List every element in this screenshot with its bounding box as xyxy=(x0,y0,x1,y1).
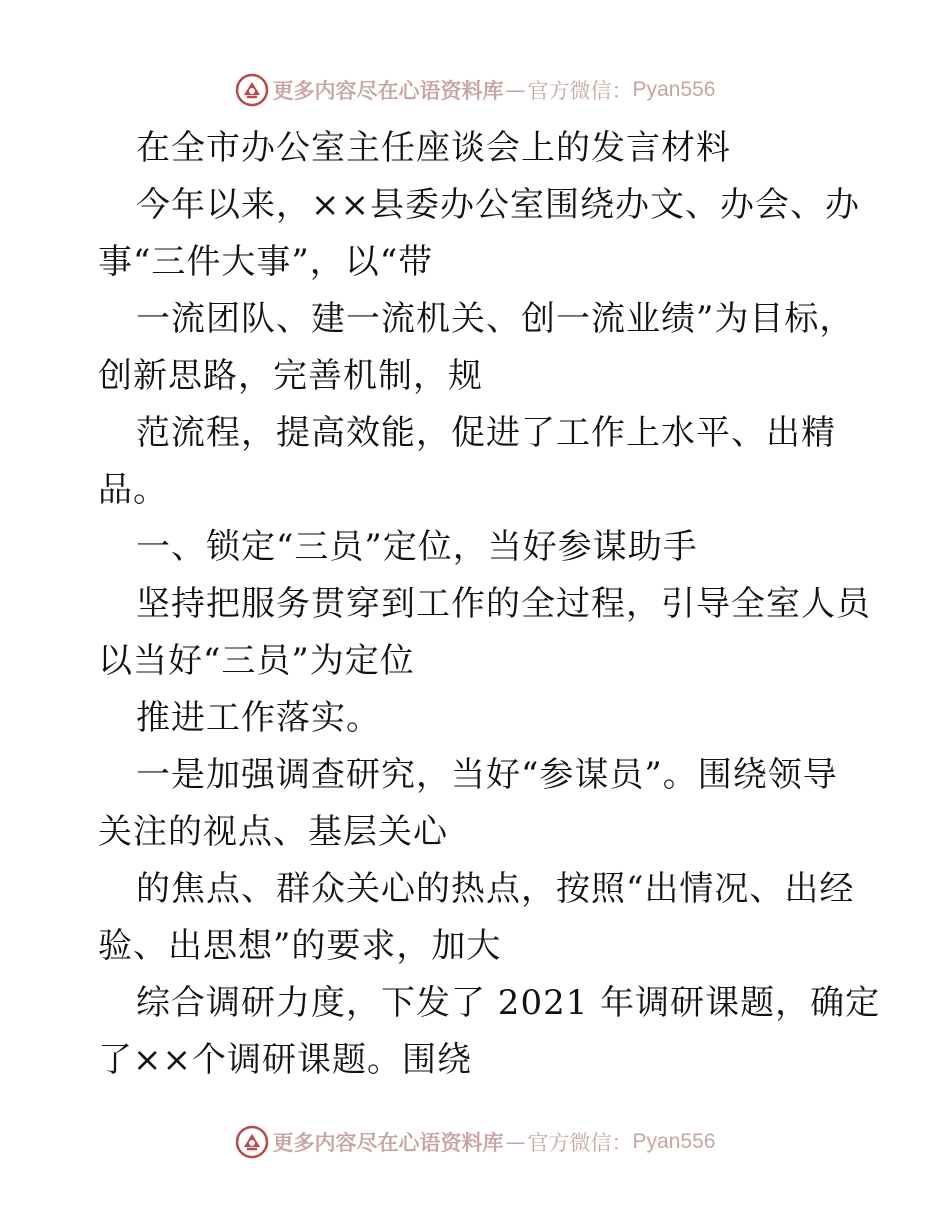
text-line: 一流团队、建一流机关、创一流业绩”为目标， xyxy=(136,299,855,339)
promo-text: 更多内容尽在心语资料库 xyxy=(272,1130,504,1155)
text-line: 坚持把服务贯穿到工作的全过程，引导全室人员 xyxy=(136,584,871,624)
book-logo-icon xyxy=(235,1125,269,1159)
text-line: 事“三件大事”，以“带 xyxy=(98,242,434,282)
text-line: 验、出思想”的要求，加大 xyxy=(98,926,502,966)
text-line: 推进工作落实。 xyxy=(136,698,381,738)
text-line: 范流程，提高效能，促进了工作上水平、出精 xyxy=(136,413,836,453)
footer-watermark xyxy=(0,1122,950,1162)
text-line: 一是加强调查研究，当好“参谋员”。围绕领导 xyxy=(136,755,838,795)
document-title: 在全市办公室主任座谈会上的发言材料 xyxy=(136,128,731,168)
separator-dash: — xyxy=(505,1130,526,1154)
text-line: 关注的视点、基层关心 xyxy=(98,812,448,852)
text-line: 创新思路，完善机制，规 xyxy=(98,356,483,396)
wechat-id: Pyan556 xyxy=(632,1130,716,1153)
document-body xyxy=(98,120,881,1089)
wechat-id: Pyan556 xyxy=(632,78,716,101)
text-line: 品。 xyxy=(98,470,168,510)
text-line: 今年以来，××县委办公室围绕办文、办会、办 xyxy=(136,185,860,225)
header-watermark xyxy=(0,70,950,110)
text-line: 的焦点、群众关心的热点，按照“出情况、出经 xyxy=(136,869,855,909)
separator-dash: — xyxy=(505,78,526,102)
wechat-label: 官方微信： xyxy=(527,1131,633,1155)
text-line: 综合调研力度，下发了 2021 年调研课题，确定 xyxy=(136,983,881,1023)
section-heading: 一、锁定“三员”定位，当好参谋助手 xyxy=(136,527,698,567)
text-line: 以当好“三员”为定位 xyxy=(98,641,415,681)
text-line: 了××个调研课题。围绕 xyxy=(98,1040,472,1080)
promo-text: 更多内容尽在心语资料库 xyxy=(272,78,504,103)
book-logo-icon xyxy=(235,73,269,107)
wechat-label: 官方微信： xyxy=(527,79,633,103)
